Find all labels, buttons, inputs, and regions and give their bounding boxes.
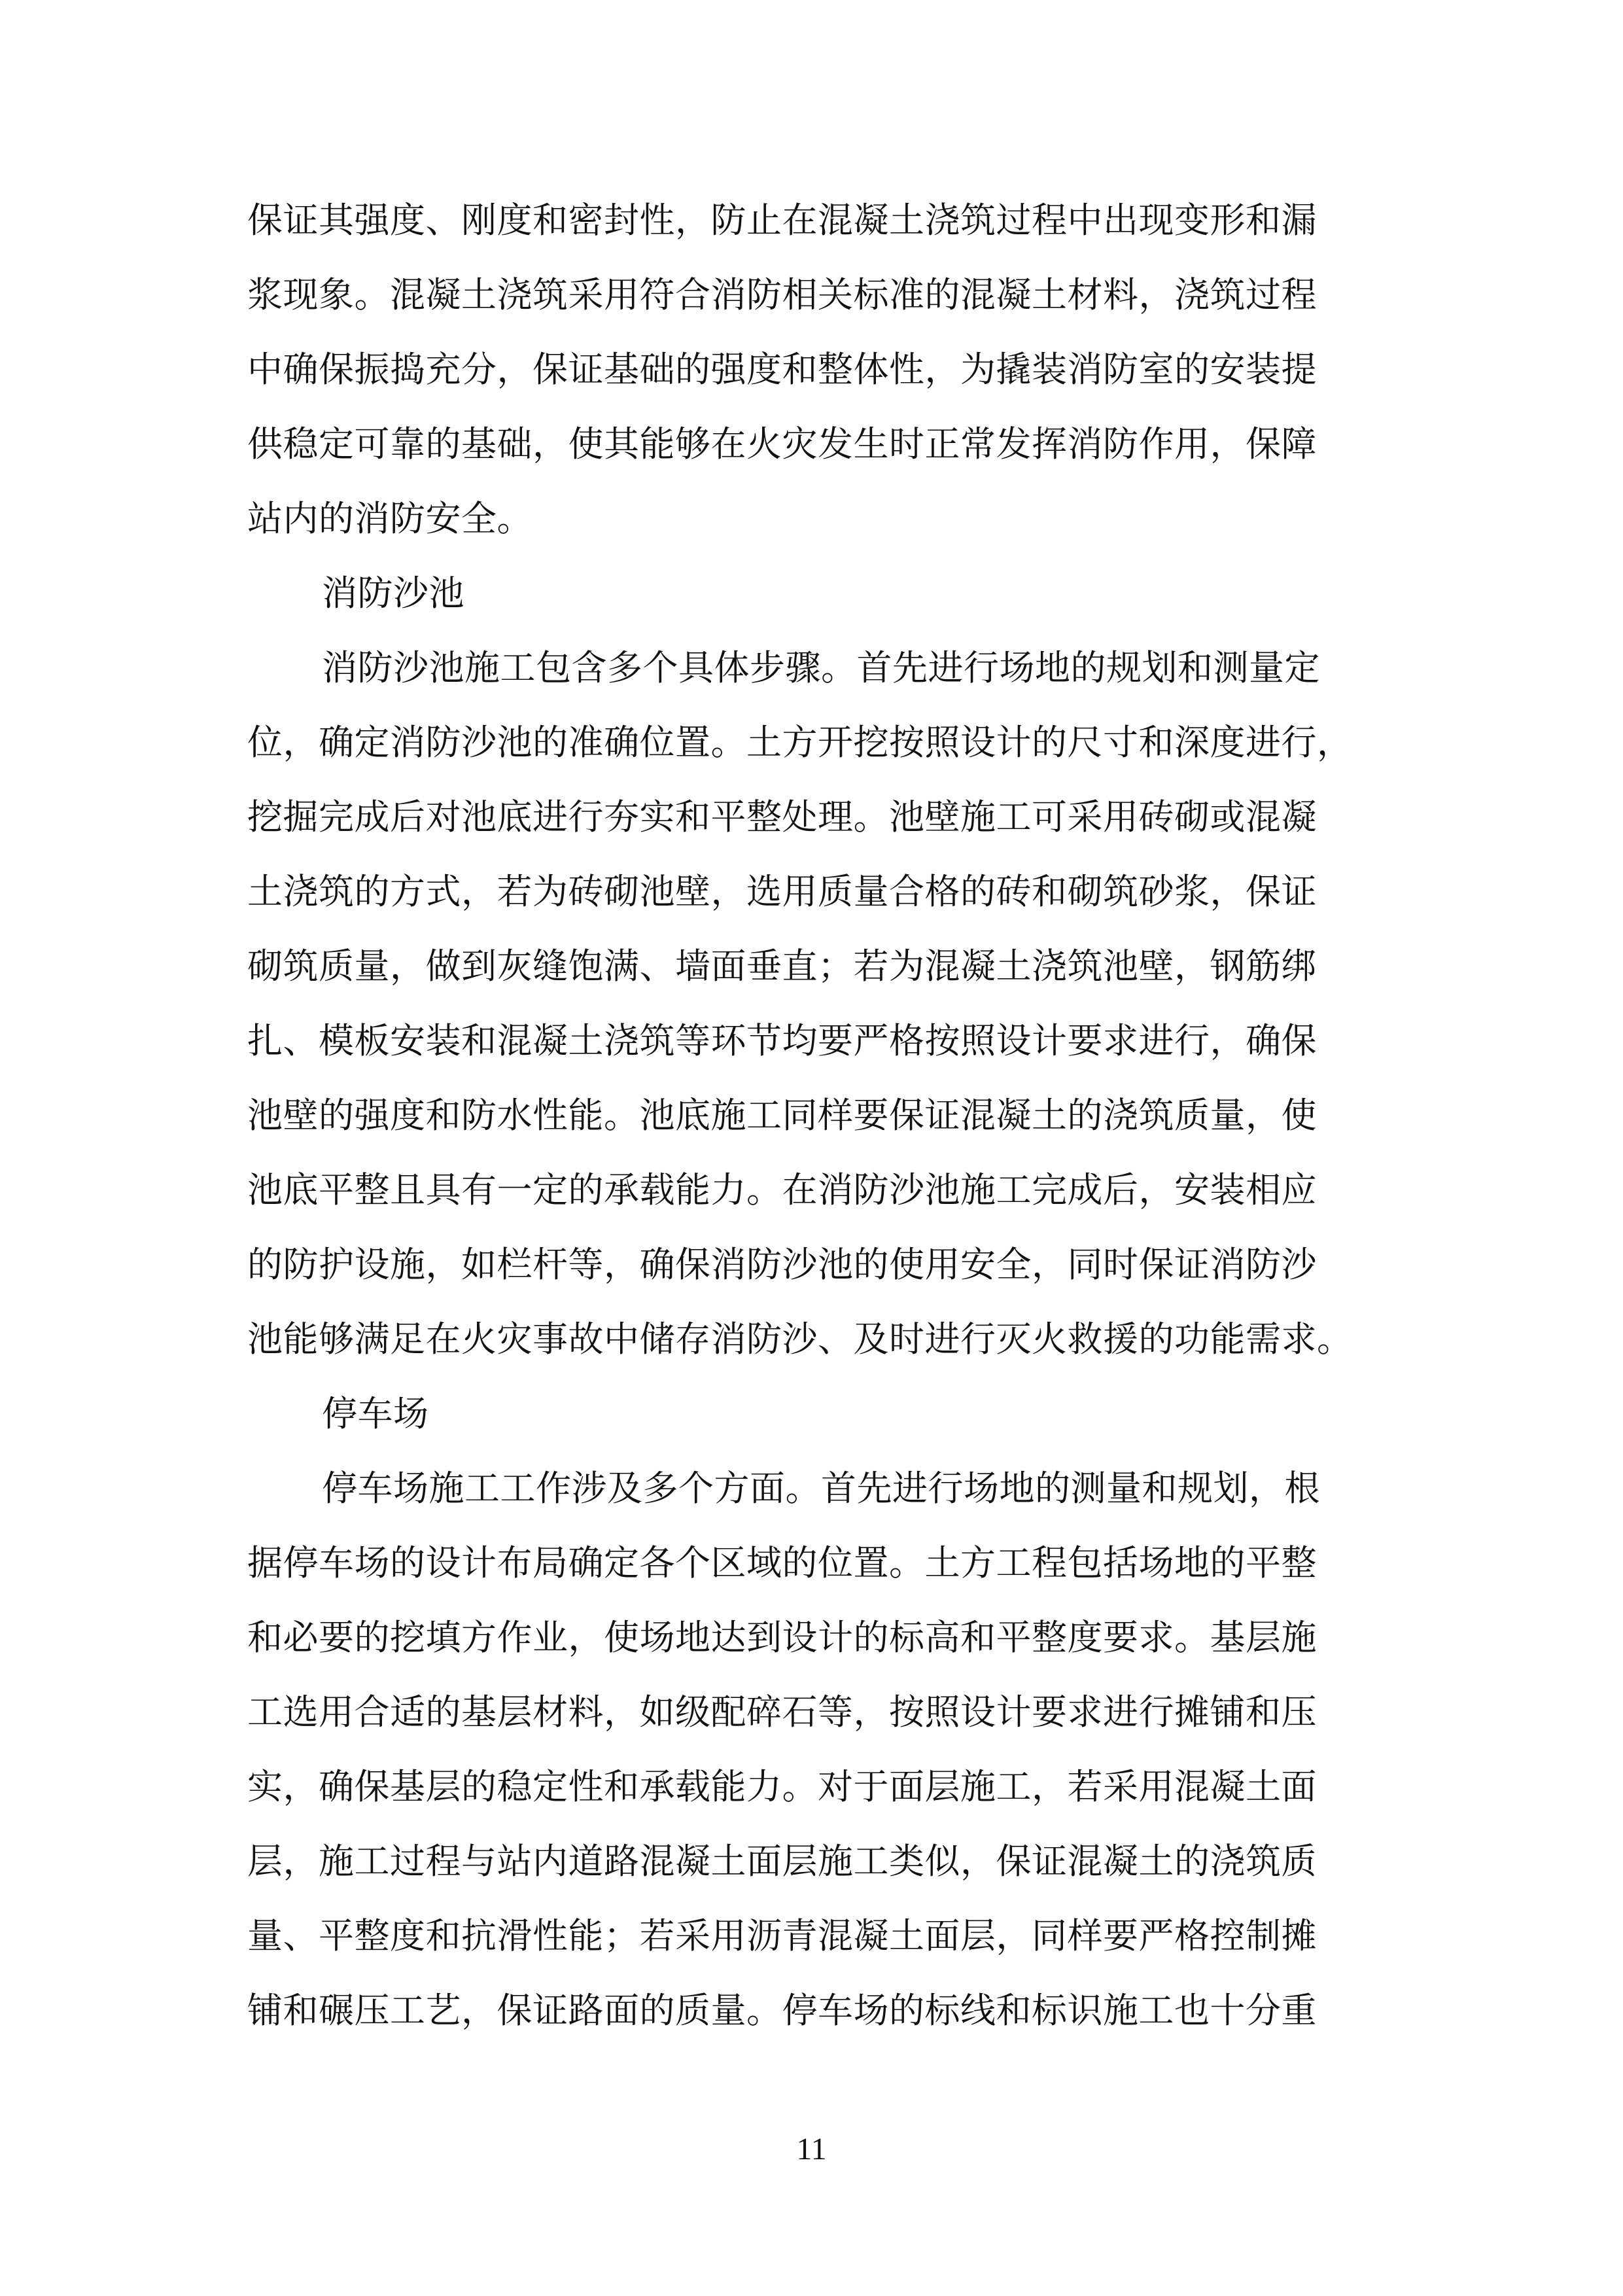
text-line: 保证其强度、刚度和密封性，防止在混凝土浇筑过程中出现变形和漏 xyxy=(247,200,1317,241)
paragraph xyxy=(247,631,1376,1377)
text-line: 池能够满足在火灾事故中储存消防沙、及时进行灭火救援的功能需求。 xyxy=(247,1318,1353,1360)
text-line: 供稳定可靠的基础，使其能够在火灾发生时正常发挥消防作用，保障 xyxy=(247,423,1317,465)
text-line: 量、平整度和抗滑性能；若采用沥青混凝土面层，同样要严格控制摊 xyxy=(247,1915,1317,1956)
text-line: 铺和碾压工艺，保证路面的质量。停车场的标线和标识施工也十分重 xyxy=(247,1990,1317,2031)
text-line: 的防护设施，如栏杆等，确保消防沙池的使用安全，同时保证消防沙 xyxy=(247,1244,1317,1285)
paragraph xyxy=(247,183,1376,556)
text-line: 池壁的强度和防水性能。池底施工同样要保证混凝土的浇筑质量，使 xyxy=(247,1095,1317,1136)
paragraph xyxy=(247,1451,1376,2048)
text-line: 池底平整且具有一定的承载能力。在消防沙池施工完成后，安装相应 xyxy=(247,1169,1317,1210)
text-line: 砌筑质量，做到灰缝饱满、墙面垂直；若为混凝土浇筑池壁，钢筋绑 xyxy=(247,945,1317,987)
text-line: 据停车场的设计布局确定各个区域的位置。土方工程包括场地的平整 xyxy=(247,1542,1317,1583)
text-line: 位，确定消防沙池的准确位置。土方开挖按照设计的尺寸和深度进行， xyxy=(247,722,1353,763)
text-line: 站内的消防安全。 xyxy=(247,498,532,539)
text-line: 消防沙池施工包含多个具体步骤。首先进行场地的规划和测量定 xyxy=(322,647,1320,688)
text-line: 扎、模板安装和混凝土浇筑等环节均要严格按照设计要求进行，确保 xyxy=(247,1020,1317,1061)
page-number: 11 xyxy=(796,2132,827,2166)
text-line: 实，确保基层的稳定性和承载能力。对于面层施工，若采用混凝土面 xyxy=(247,1766,1317,1807)
text-line: 层，施工过程与站内道路混凝土面层施工类似，保证混凝土的浇筑质 xyxy=(247,1841,1317,1882)
text-line: 浆现象。混凝土浇筑采用符合消防相关标准的混凝土材料，浇筑过程 xyxy=(247,274,1317,315)
text-line: 中确保振捣充分，保证基础的强度和整体性，为撬装消防室的安装提 xyxy=(247,349,1317,390)
text-line: 停车场施工工作涉及多个方面。首先进行场地的测量和规划，根 xyxy=(322,1468,1320,1509)
body-text xyxy=(247,183,1376,2048)
text-line: 和必要的挖填方作业，使场地达到设计的标高和平整度要求。基层施 xyxy=(247,1617,1317,1658)
section-heading: 停车场 xyxy=(322,1393,429,1434)
section-heading: 消防沙池 xyxy=(322,573,464,614)
text-line: 工选用合适的基层材料，如级配碎石等，按照设计要求进行摊铺和压 xyxy=(247,1691,1317,1733)
text-line: 土浇筑的方式，若为砖砌池壁，选用质量合格的砖和砌筑砂浆，保证 xyxy=(247,871,1317,912)
text-line: 挖掘完成后对池底进行夯实和平整处理。池壁施工可采用砖砌或混凝 xyxy=(247,796,1317,838)
